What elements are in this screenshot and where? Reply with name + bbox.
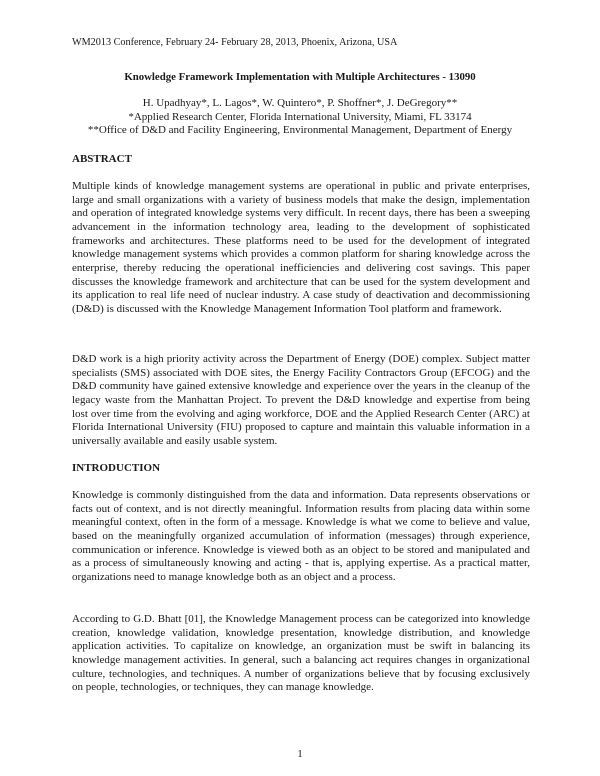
introduction-heading: INTRODUCTION: [72, 462, 161, 474]
page-number: 1: [297, 748, 303, 760]
affiliation-2: **Office of D&D and Facility Engineering, Environmental Management, Department of Energy: [87, 124, 513, 137]
author-block: [0, 97, 600, 138]
abstract-paragraph-2: D&D work is a high priority activity across the Department of Energy (DOE) complex. Subject matter specialists (SMS) associated with DOE sites, the Energy Facility Contractors Group (EFCOG) and the D&D community have gained extensive knowledge and experience over the years in the cleanup of the legacy waste from the Manhattan Project. To prevent the D&D knowledge and expertise from being lost over time from the evolving and aging workforce, DOE and the Applied Research Center (ARC) at Florida International University (FIU) proposed to capture and maintain this valuable information in a universally available and easily usable system.: [72, 353, 530, 447]
author-list: H. Upadhyay*, L. Lagos*, W. Quintero*, P. Shoffner*, J. DeGregory**: [142, 97, 458, 109]
abstract-paragraph-1: Multiple kinds of knowledge management systems are operational in public and private enterprises, large and small organizations with a variety of business models that make the design, implementation and operation of integrated knowledge systems very difficult. In recent days, there has been a sweeping advancement in the information technology area, leading to the development of sophisticated frameworks and architectures. These platforms need to be used for the development of integrated knowledge management systems which provides a common platform for sharing knowledge across the enterprise, thereby reducing the operational inefficiencies and delivering cost savings. This paper discusses the knowledge framework and architecture that can be used for the system development and its application to real life need of nuclear industry. A case study of deactivation and decommissioning (D&D) is discussed with the Knowledge Management Information Tool platform and framework.: [72, 180, 530, 315]
abstract-heading: ABSTRACT: [72, 153, 132, 165]
conference-header: WM2013 Conference, February 24- February 28, 2013, Phoenix, Arizona, USA: [72, 37, 398, 48]
introduction-paragraph-1: Knowledge is commonly distinguished from the data and information. Data represents observations or facts out of context, and is not directly meaningful. Information results from placing data within some meaningful context, often in the form of a message. Knowledge is what we come to believe and value, based on the meaningfully organized accumulation of information (messages) through experience, communication or inference. Knowledge is viewed both as an object to be stored and manipulated and as a process of simultaneously knowing and acting - that is, applying expertise. As a practical matter, organizations need to manage knowledge both as an object and a process.: [72, 489, 530, 583]
paper-title: Knowledge Framework Implementation with Multiple Architectures - 13090: [124, 71, 476, 83]
affiliation-1: *Applied Research Center, Florida International University, Miami, FL 33174: [128, 110, 472, 123]
introduction-paragraph-2: According to G.D. Bhatt [01], the Knowledge Management process can be categorized into knowledge creation, knowledge validation, knowledge presentation, knowledge distribution, and knowledge application activities. To capitalize on knowledge, an organization must be swift in balancing its knowledge management activities. In general, such a balancing act requires changes in organizational culture, technologies, and techniques. A number of organizations believe that by focusing exclusively on people, technologies, or techniques, they can manage knowledge.: [72, 613, 530, 694]
